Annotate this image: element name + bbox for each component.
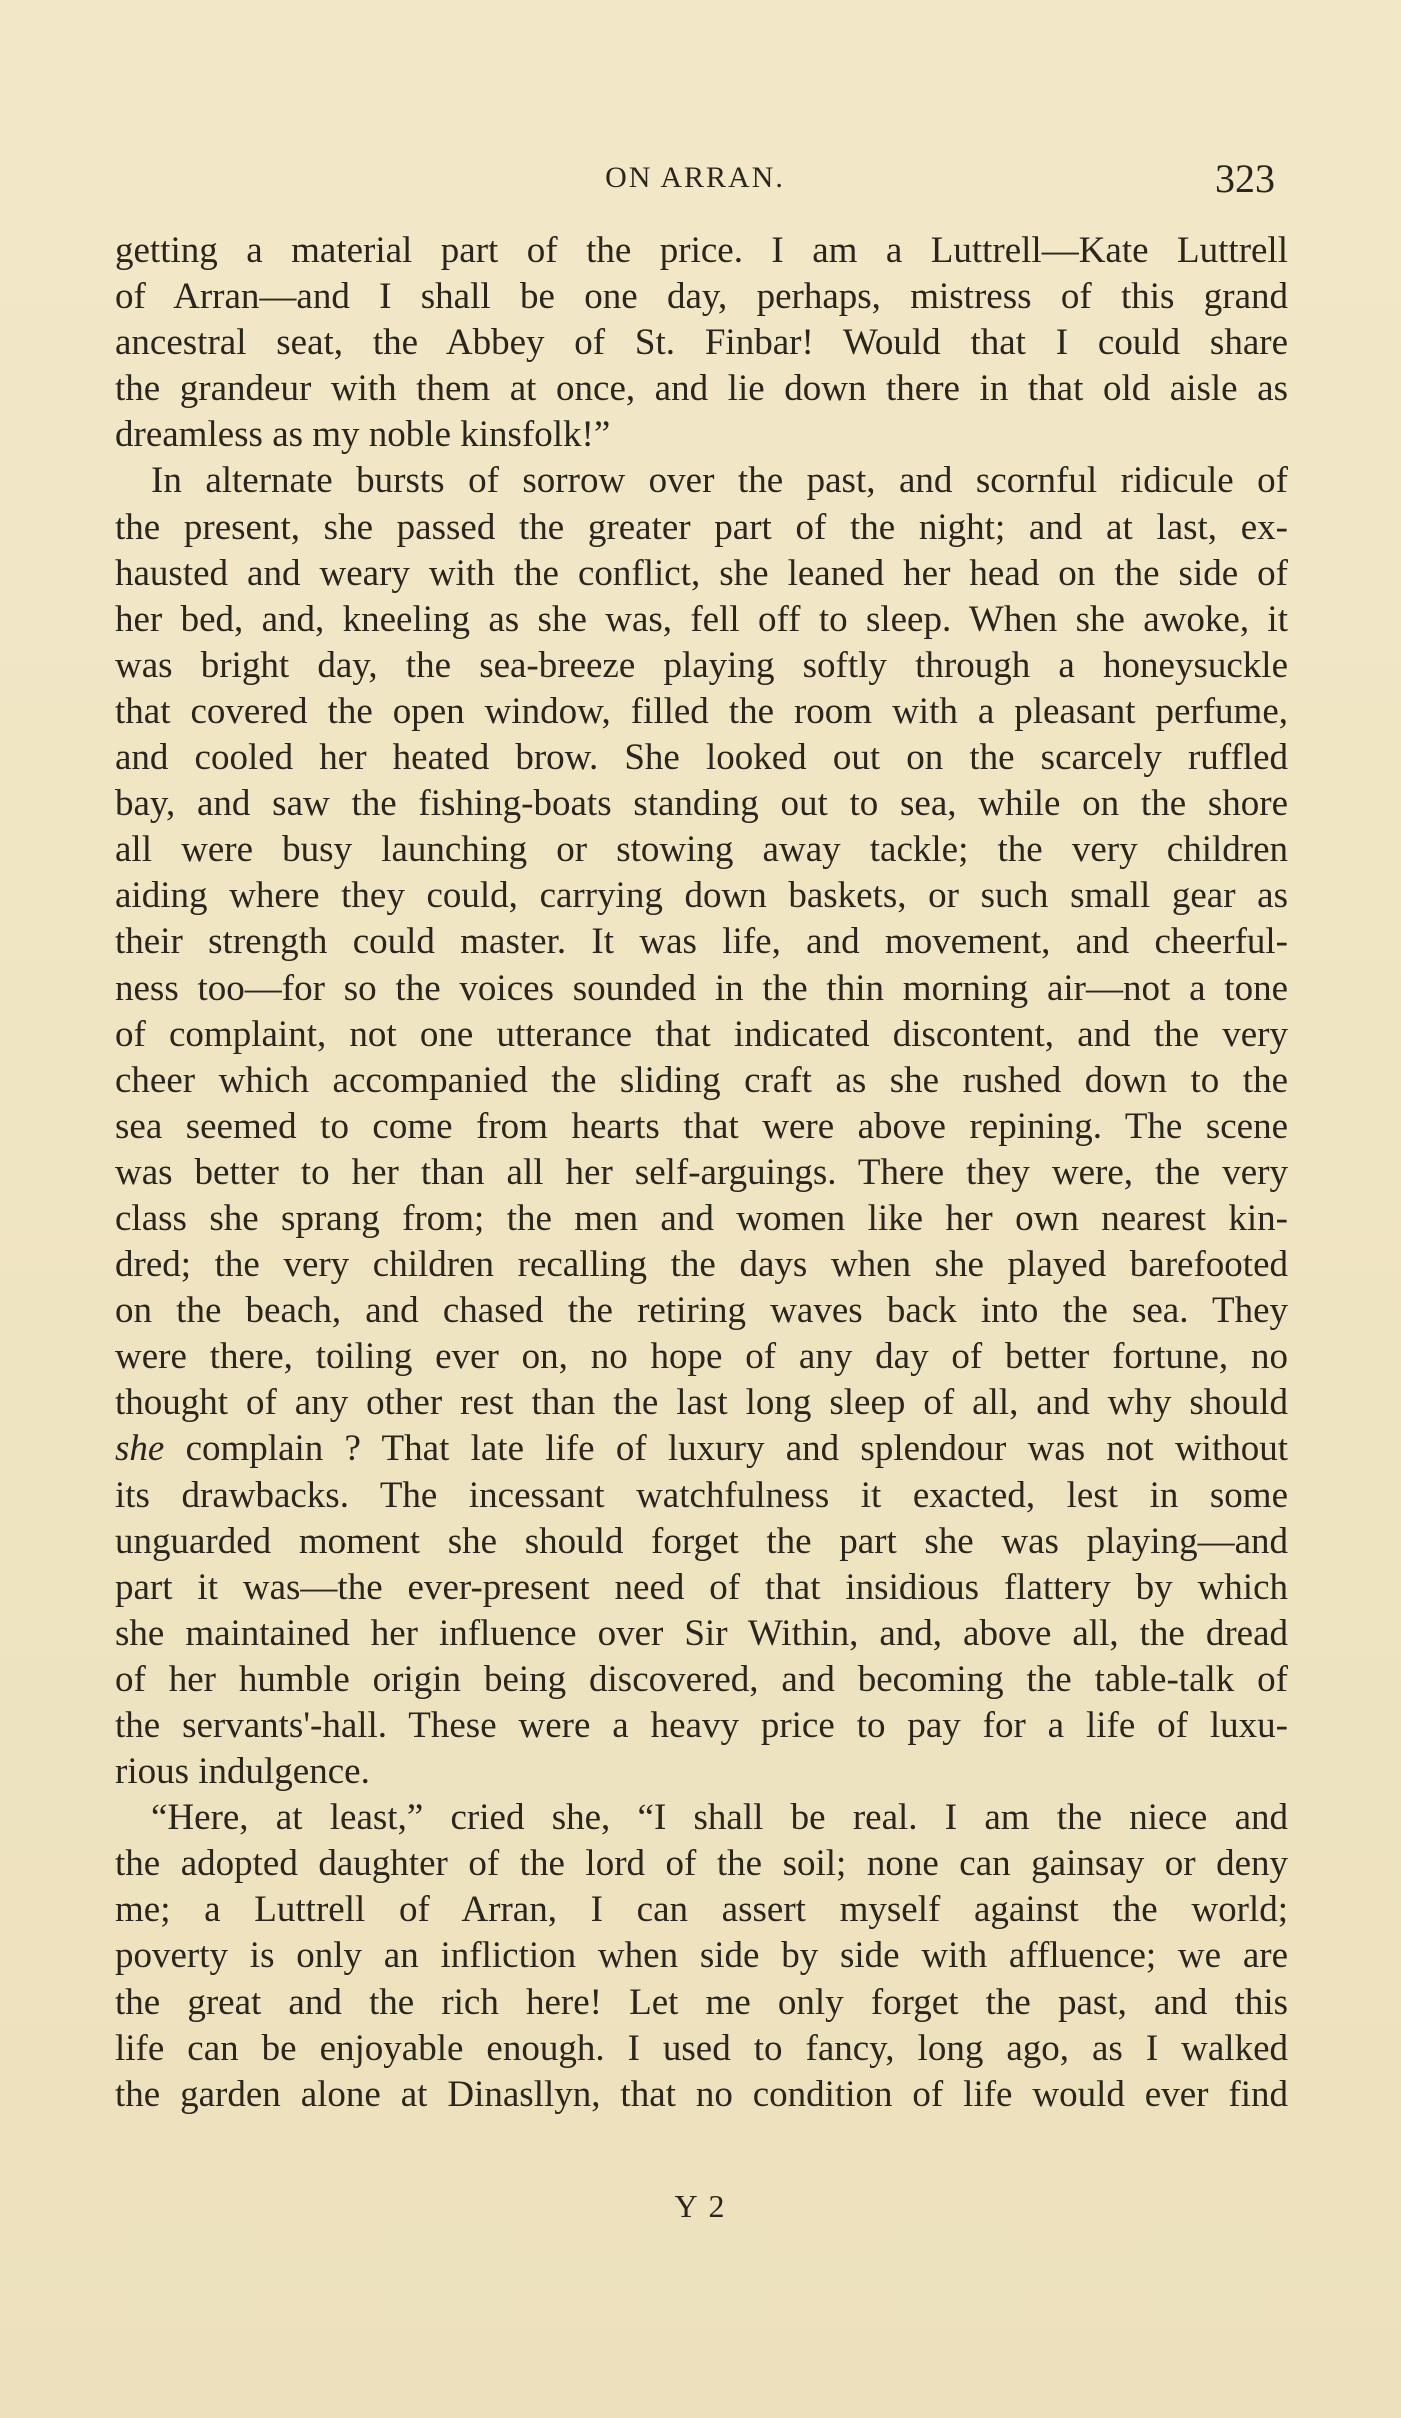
text-line: unguarded moment she should forget the part she was playing—and: [115, 1520, 1288, 1562]
text-line: the garden alone at Dinasllyn, that no condition of life would ever find: [115, 2073, 1288, 2115]
text-line: the present, she passed the greater part of the night; and at last, ex-: [115, 506, 1288, 548]
paragraph-start-line: In alternate bursts of sorrow over the past, and scornful ridicule of: [151, 460, 1288, 502]
text-line: their strength could master. It was life, and movement, and cheerful-: [115, 921, 1288, 963]
text-line: its drawbacks. The incessant watchfulness it exacted, lest in some: [115, 1474, 1288, 1516]
text-line: poverty is only an infliction when side by side with affluence; we are: [115, 1935, 1288, 1977]
running-head: ON ARRAN.: [605, 161, 785, 194]
text-line: part it was—the ever-present need of that insidious flattery by which: [115, 1566, 1288, 1608]
text-line: ness too—for so the voices sounded in the thin morning air—not a tone: [115, 967, 1288, 1009]
page-header: [115, 155, 1275, 205]
body-text: [115, 228, 1288, 2118]
text-line: life can be enjoyable enough. I used to fancy, long ago, as I walked: [115, 2027, 1288, 2069]
text-line-rest: complain ? That late life of luxury and splendour was not without: [185, 1428, 1288, 1470]
text-line: her bed, and, kneeling as she was, fell off to sleep. When she awoke, it: [115, 598, 1288, 640]
text-line: of Arran—and I shall be one day, perhaps, mistress of this grand: [115, 276, 1288, 318]
text-line: sea seemed to come from hearts that were above repining. The scene: [115, 1105, 1288, 1147]
text-line: the servants'-hall. These were a heavy price to pay for a life of luxu-: [115, 1705, 1288, 1746]
text-line: hausted and weary with the conflict, she leaned her head on the side of: [115, 552, 1288, 594]
text-line: me; a Luttrell of Arran, I can assert myself against the world;: [115, 1889, 1288, 1931]
text-line: were there, toiling ever on, no hope of any day of better fortune, no: [115, 1336, 1288, 1378]
text-line-with-emphasis: [115, 1426, 1288, 1472]
signature-mark: Y 2: [674, 2188, 727, 2224]
text-line: that covered the open window, filled the room with a pleasant perfume,: [115, 690, 1288, 732]
text-line: was better to her than all her self-arguings. There they were, the very: [115, 1151, 1288, 1193]
text-line: dreamless as my noble kinsfolk!”: [115, 414, 611, 456]
text-line: all were busy launching or stowing away tackle; the very children: [115, 829, 1288, 871]
text-line: on the beach, and chased the retiring waves back into the sea. They: [115, 1290, 1288, 1332]
text-line: thought of any other rest than the last long sleep of all, and why should: [115, 1382, 1288, 1424]
text-line: aiding where they could, carrying down baskets, or such small gear as: [115, 875, 1288, 917]
text-line: the grandeur with them at once, and lie down there in that old aisle as: [115, 368, 1288, 410]
text-line: and cooled her heated brow. She looked out on the scarcely ruffled: [115, 737, 1288, 779]
text-line: cheer which accompanied the sliding craft as she rushed down to the: [115, 1059, 1288, 1101]
text-line: the great and the rich here! Let me only forget the past, and this: [115, 1981, 1288, 2023]
italic-emphasis: she: [115, 1428, 165, 1470]
text-line: rious indulgence.: [115, 1751, 370, 1793]
text-line: of her humble origin being discovered, and becoming the table-talk of: [115, 1658, 1288, 1700]
paragraph-start-line: “Here, at least,” cried she, “I shall be real. I am the niece and: [151, 1797, 1288, 1839]
page-number: 323: [1215, 156, 1275, 201]
text-line: of complaint, not one utterance that indicated discontent, and the very: [115, 1013, 1288, 1055]
text-line: ancestral seat, the Abbey of St. Finbar! Would that I could share: [115, 322, 1288, 364]
text-line: she maintained her influence over Sir Within, and, above all, the dread: [115, 1612, 1288, 1654]
text-line: class she sprang from; the men and women like her own nearest kin-: [115, 1197, 1288, 1239]
text-line: was bright day, the sea-breeze playing softly through a honeysuckle: [115, 644, 1288, 686]
text-line: bay, and saw the fishing-boats standing out to sea, while on the shore: [115, 783, 1288, 825]
text-line: the adopted daughter of the lord of the soil; none can gainsay or deny: [115, 1843, 1288, 1885]
text-line: getting a material part of the price. I am a Luttrell—Kate Luttrell: [115, 230, 1288, 271]
text-line: dred; the very children recalling the days when she played barefooted: [115, 1244, 1288, 1286]
